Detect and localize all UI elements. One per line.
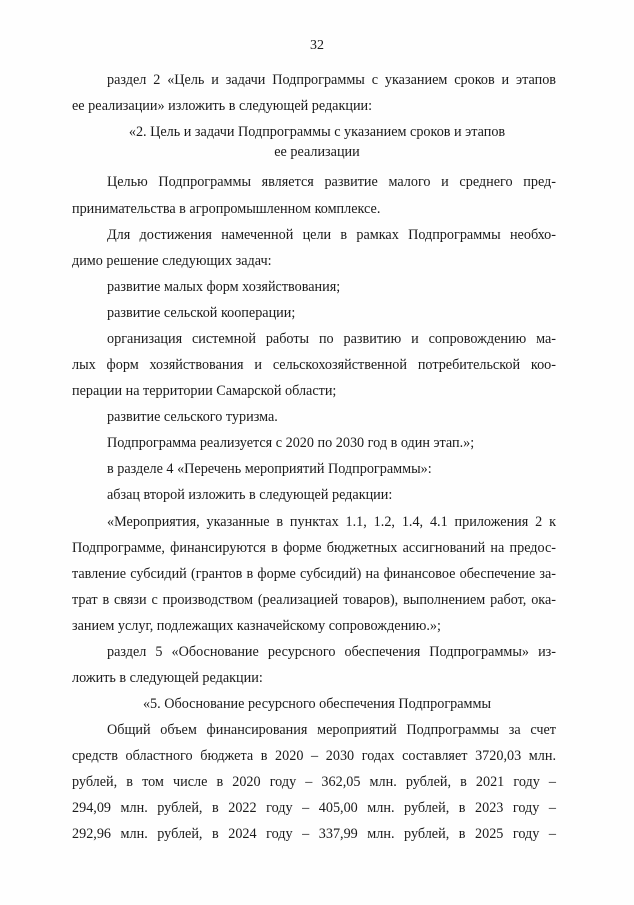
section-heading: «5. Обоснование ресурсного обеспечения Подпрограммы — [142, 696, 492, 712]
text-line: перации на территории Самарской области; — [72, 383, 337, 399]
text-line: «Мероприятия, указанные в пунктах 1.1, 1.2, 1.4, 4.1 приложения 2 к — [107, 514, 556, 530]
text-line: абзац второй изложить в следующей редакции: — [107, 487, 393, 503]
text-line: раздел 5 «Обоснование ресурсного обеспечения Подпрограммы» из- — [107, 644, 556, 660]
text-line: трат в связи с производством (реализацией товаров), выполнением работ, ока- — [72, 592, 556, 608]
text-line: принимательства в агропромышленном комплексе. — [72, 201, 381, 217]
text-line: организация системной работы по развитию и сопровождению ма- — [107, 331, 556, 347]
text-line: Подпрограмма реализуется с 2020 по 2030 год в один этап.»; — [107, 435, 475, 451]
text-line: развитие сельской кооперации; — [107, 305, 296, 321]
text-line: Общий объем финансирования мероприятий Подпрограммы за счет — [107, 722, 556, 738]
text-line: развитие малых форм хозяйствования; — [107, 279, 341, 295]
text-line: Для достижения намеченной цели в рамках Подпрограммы необхо- — [107, 227, 556, 243]
text-line: развитие сельского туризма. — [107, 409, 278, 425]
section-heading: «2. Цель и задачи Подпрограммы с указанием сроков и этапов — [128, 124, 506, 140]
text-line: лых форм хозяйствования и сельскохозяйственной потребительской коо- — [72, 357, 556, 373]
section-heading: ее реализации — [274, 144, 360, 160]
text-line: 292,96 млн. рублей, в 2024 году – 337,99 млн. рублей, в 2025 году – — [72, 826, 556, 842]
text-line: занием услуг, подлежащих казначейскому сопровождению.»; — [72, 618, 441, 634]
text-line: Подпрограмме, финансируются в форме бюджетных ассигнований на предос- — [72, 540, 556, 556]
page-number: 32 — [310, 38, 324, 53]
text-line: ложить в следующей редакции: — [72, 670, 263, 686]
text-line: Целью Подпрограммы является развитие малого и среднего пред- — [107, 174, 556, 190]
text-line: в разделе 4 «Перечень мероприятий Подпрограммы»: — [107, 461, 432, 477]
text-line: ее реализации» изложить в следующей редакции: — [72, 98, 373, 114]
text-line: раздел 2 «Цель и задачи Подпрограммы с указанием сроков и этапов — [107, 72, 556, 88]
text-line: средств областного бюджета в 2020 – 2030 годах составляет 3720,03 млн. — [72, 748, 556, 764]
text-line: димо решение следующих задач: — [72, 253, 272, 269]
text-line: тавление субсидий (грантов в форме субсидий) на финансовое обеспечение за- — [72, 566, 556, 582]
text-line: рублей, в том числе в 2020 году – 362,05 млн. рублей, в 2021 году – — [72, 774, 556, 790]
text-line: 294,09 млн. рублей, в 2022 году – 405,00 млн. рублей, в 2023 году – — [72, 800, 556, 816]
